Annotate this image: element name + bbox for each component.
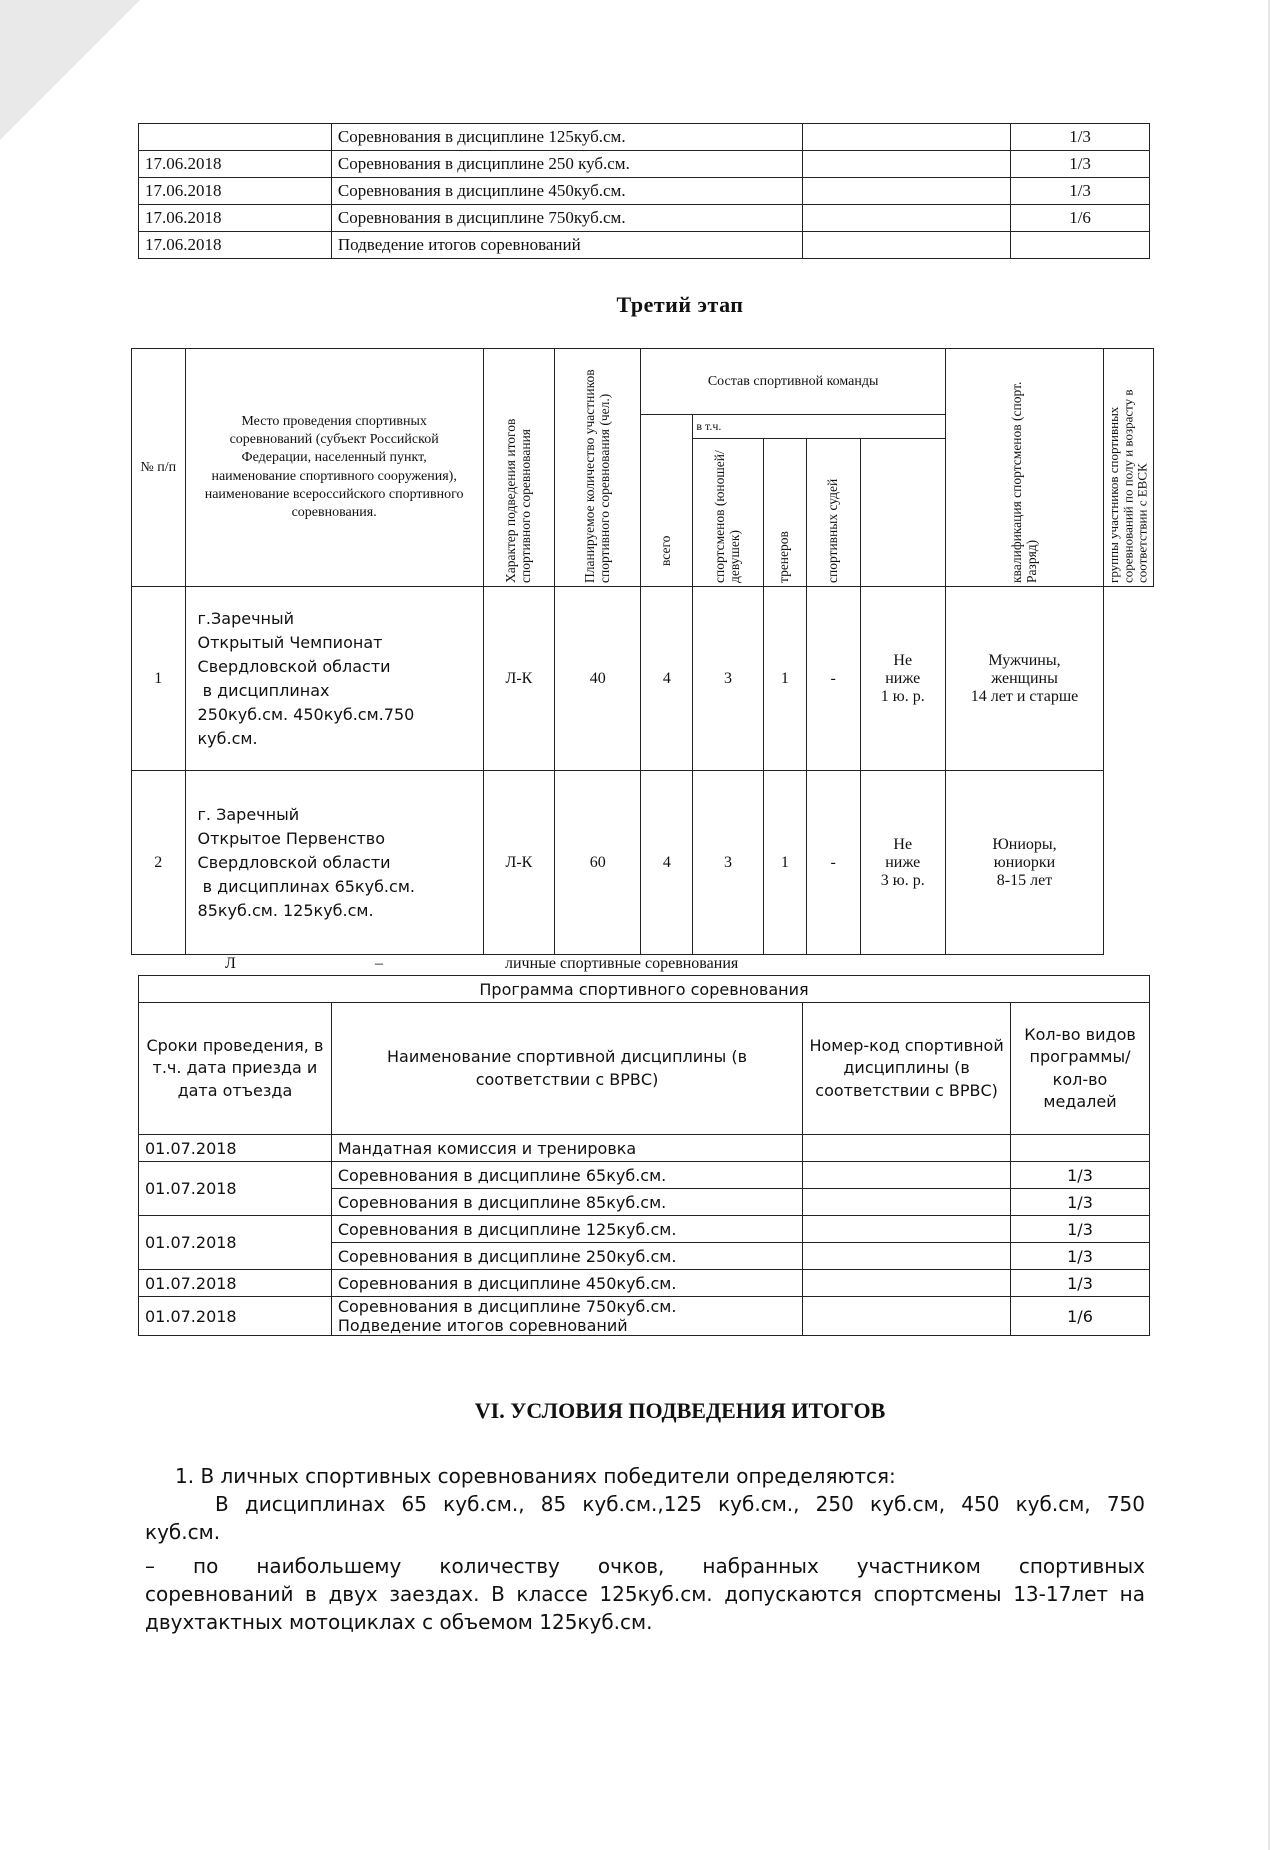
discipline-line: Соревнования в дисциплине 750куб.см. — [337, 1297, 677, 1316]
place-line: в дисциплинах — [197, 680, 330, 700]
row-code — [803, 1135, 1011, 1162]
table-row — [139, 1162, 1150, 1189]
table-row — [139, 178, 1150, 205]
place-line: куб.см. — [197, 728, 258, 748]
discipline-line: Соревнования в дисциплине 250куб.см. — [337, 1246, 677, 1266]
row-place — [185, 771, 483, 955]
header-incl: в т.ч. — [693, 415, 946, 439]
row-discipline — [331, 1135, 802, 1162]
qual-line: ниже — [885, 669, 921, 687]
program-title: Программа спортивного соревнования — [139, 976, 1150, 1003]
paragraph-2-line-1: В дисциплинах 65 куб.см., 85 куб.см.,125 куб.см., 250 куб.см, 450 куб.см, 750 — [215, 1492, 1145, 1516]
row-total: 4 — [641, 587, 693, 771]
row-date: 17.06.2018 — [139, 151, 332, 178]
row-count: 1/3 — [1011, 1189, 1150, 1216]
discipline-line: Соревнования в дисциплине 125куб.см. — [337, 1219, 677, 1239]
row-discipline — [331, 1189, 802, 1216]
table-row — [139, 1270, 1150, 1297]
row-planned: 40 — [555, 587, 641, 771]
groups-line: 14 лет и старше — [970, 687, 1079, 705]
table-row — [139, 232, 1150, 259]
table-row — [139, 1135, 1150, 1162]
header-planned: Планируемое количество участников спортивного соревнования (чел.) — [581, 368, 612, 583]
table-row — [132, 771, 1154, 955]
paragraph-3-line-1: – по наибольшему количеству очков, набранных участником спортивных — [145, 1554, 1145, 1578]
stage-title: Третий этап — [616, 292, 744, 317]
section-title: VI. УСЛОВИЯ ПОДВЕДЕНИЯ ИТОГОВ — [474, 1398, 886, 1423]
header-total: всего — [658, 535, 674, 566]
row-count: 1/3 — [1011, 151, 1150, 178]
section-paragraph-1: 1. В личных спортивных соревнованиях победители определяются: — [175, 1464, 896, 1488]
row-code — [803, 178, 1011, 205]
groups-line: Мужчины, — [988, 651, 1061, 669]
place-line: Свердловской области — [197, 656, 391, 676]
row-code — [803, 124, 1011, 151]
qual-line: 3 ю. р. — [880, 871, 925, 889]
note-dash: – — [375, 955, 383, 972]
groups-line: женщины — [991, 669, 1058, 687]
row-athletes: 3 — [693, 771, 763, 955]
table-row — [139, 205, 1150, 232]
groups-line: 8-15 лет — [996, 871, 1053, 889]
header-count: Кол-во видов программы/ кол-во медалей — [1011, 1003, 1150, 1135]
row-code — [803, 1189, 1011, 1216]
discipline-line: Соревнования в дисциплине 85куб.см. — [337, 1192, 667, 1212]
row-coaches: 1 — [763, 587, 806, 771]
row-count: 1/3 — [1011, 1216, 1150, 1243]
row-count: 1/3 — [1011, 1270, 1150, 1297]
row-date — [139, 124, 332, 151]
table-row — [139, 1216, 1150, 1243]
row-code — [803, 1243, 1011, 1270]
note-letter: Л — [225, 955, 236, 972]
place-line: 250куб.см. 450куб.см.750 — [197, 704, 415, 724]
row-discipline — [331, 1297, 802, 1336]
paragraph-3-line-3: двухтактных мотоциклах с объемом 125куб.см. — [145, 1610, 653, 1634]
row-code — [803, 151, 1011, 178]
qual-line: 1 ю. р. — [880, 687, 925, 705]
scan-folded-corner — [0, 0, 140, 140]
row-groups — [945, 587, 1103, 771]
header-dates: Сроки проведения, в т.ч. дата приезда и дата отъезда — [139, 1003, 332, 1135]
qual-line: Не — [893, 651, 913, 669]
header-code: Номер-код спортивной дисциплины (в соответствии с ВРВС) — [803, 1003, 1011, 1135]
row-discipline: Соревнования в дисциплине 750куб.см. — [331, 205, 803, 232]
row-date: 01.07.2018 — [139, 1162, 332, 1216]
row-date: 17.06.2018 — [139, 232, 332, 259]
row-character: Л-К — [483, 587, 554, 771]
header-place: Место проведения спортивных соревнований (субъект Российской Федерации, населенный пункт, наименование спортивного сооружения), наименование всероссийского спортивного соревнования. — [185, 349, 483, 587]
table-row — [139, 124, 1150, 151]
place-line: Открытый Чемпионат — [197, 632, 383, 652]
header-groups: группы участников спортивных соревнований по полу и возрасту в соответствии с ЕВСК — [1106, 388, 1150, 583]
row-discipline: Соревнования в дисциплине 250 куб.см. — [331, 151, 803, 178]
row-count: 1/6 — [1011, 1297, 1150, 1336]
row-qual — [860, 587, 945, 771]
section-paragraph-2 — [145, 1490, 1145, 1546]
row-code — [803, 1297, 1011, 1336]
row-character: Л-К — [483, 771, 554, 955]
header-qual: квалификация спортсменов (спорт. Разряд) — [1008, 381, 1039, 583]
qual-line: ниже — [885, 853, 921, 871]
row-count: 1/3 — [1011, 1162, 1150, 1189]
row-date: 01.07.2018 — [139, 1270, 332, 1297]
row-code — [803, 1162, 1011, 1189]
header-num: № п/п — [132, 349, 186, 587]
row-count: 1/3 — [1011, 1243, 1150, 1270]
row-num: 2 — [132, 771, 186, 955]
row-count: 1/3 — [1011, 178, 1150, 205]
third-stage-table — [131, 348, 1154, 955]
program-table — [138, 975, 1150, 1336]
row-place — [185, 587, 483, 771]
row-qual — [860, 771, 945, 955]
row-discipline: Соревнования в дисциплине 125куб.см. — [331, 124, 803, 151]
place-line: в дисциплинах 65куб.см. — [197, 876, 415, 896]
scan-page-edge — [1268, 0, 1270, 1850]
discipline-line: Соревнования в дисциплине 65куб.см. — [337, 1165, 667, 1185]
header-coaches: тренеров — [776, 530, 792, 583]
discipline-line: Соревнования в дисциплине 450куб.см. — [337, 1273, 677, 1293]
discipline-line: Подведение итогов соревнований — [337, 1316, 628, 1335]
row-date: 17.06.2018 — [139, 178, 332, 205]
row-athletes: 3 — [693, 587, 763, 771]
section-paragraph-3 — [145, 1552, 1145, 1636]
table-row — [132, 587, 1154, 771]
groups-line: Юниоры, — [992, 835, 1057, 853]
row-code — [803, 205, 1011, 232]
row-total: 4 — [641, 771, 693, 955]
table-row — [139, 151, 1150, 178]
row-discipline — [331, 1243, 802, 1270]
row-date: 01.07.2018 — [139, 1297, 332, 1336]
row-count — [1011, 1135, 1150, 1162]
row-count: 1/6 — [1011, 205, 1150, 232]
row-groups — [945, 771, 1103, 955]
groups-line: юниорки — [993, 853, 1056, 871]
row-count — [1011, 232, 1150, 259]
row-discipline — [331, 1216, 802, 1243]
header-athletes: спортсменов (юношей/девушек) — [712, 449, 743, 583]
header-judges: спортивных судей — [824, 478, 840, 583]
row-discipline — [331, 1162, 802, 1189]
place-line: Открытое Первенство — [197, 828, 386, 848]
place-line: 85куб.см. 125куб.см. — [197, 900, 374, 920]
row-discipline: Подведение итогов соревнований — [331, 232, 803, 259]
note-text: личные спортивные соревнования — [505, 955, 739, 972]
paragraph-3-line-2: соревнований в двух заездах. В классе 125куб.см. допускаются спортсмены 13-17лет на — [145, 1582, 1145, 1606]
schedule-table-second-stage-tail — [138, 123, 1150, 259]
row-code — [803, 1216, 1011, 1243]
row-date: 17.06.2018 — [139, 205, 332, 232]
row-date: 01.07.2018 — [139, 1135, 332, 1162]
row-judges: - — [806, 587, 860, 771]
row-planned: 60 — [555, 771, 641, 955]
row-num: 1 — [132, 587, 186, 771]
row-discipline — [331, 1270, 802, 1297]
row-coaches: 1 — [763, 771, 806, 955]
row-judges: - — [806, 771, 860, 955]
place-line: г.Заречный — [197, 608, 295, 628]
header-character: Характер подведения итогов спортивного соревнования — [503, 418, 533, 583]
row-discipline: Соревнования в дисциплине 450куб.см. — [331, 178, 803, 205]
qual-line: Не — [893, 835, 913, 853]
header-discipline: Наименование спортивной дисциплины (в соответствии с ВРВС) — [331, 1003, 802, 1135]
header-team: Состав спортивной команды — [641, 349, 946, 415]
row-code — [803, 232, 1011, 259]
row-date: 01.07.2018 — [139, 1216, 332, 1270]
row-code — [803, 1270, 1011, 1297]
table-row — [139, 1297, 1150, 1336]
place-line: г. Заречный — [197, 804, 300, 824]
discipline-line: Мандатная комиссия и тренировка — [337, 1138, 637, 1158]
place-line: Свердловской области — [197, 852, 391, 872]
paragraph-2-line-2: куб.см. — [145, 1520, 221, 1544]
row-count: 1/3 — [1011, 124, 1150, 151]
